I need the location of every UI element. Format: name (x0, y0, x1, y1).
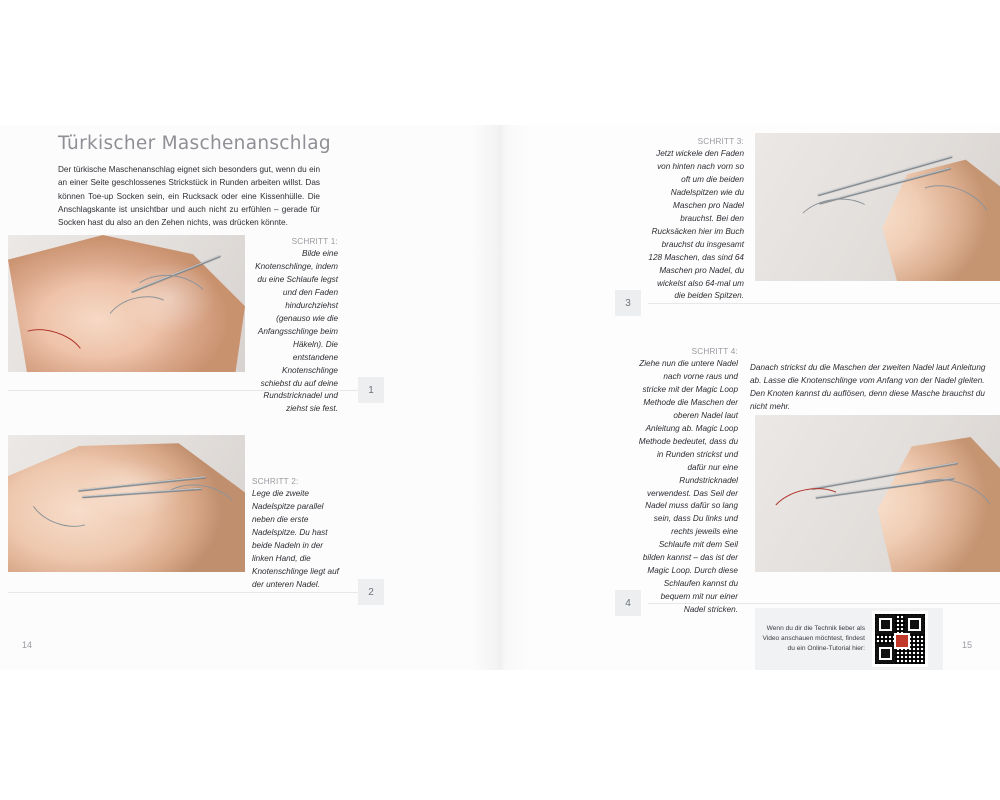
page-title: Türkischer Maschenanschlag (58, 133, 331, 154)
step-4-caption (638, 347, 738, 617)
video-tutorial-promo[interactable] (755, 608, 943, 670)
step-3-number: 3 (615, 290, 641, 316)
step-3-label: SCHRITT 3: (697, 137, 744, 146)
step-4-text: Ziehe nun die untere Nadel nach vorne raus und stricke mit der Magic Loop Methode die Maschen der oberen Nadel laut Anleitung ab. Magic Loop Methode bedeutet, dass du in Runden strickst und dafür nur eine Rundstricknadel verwendest. Das Seil der Nadel muss dafür so lang sein, dass Du links und rechts jeweils eine Schlaufe mit dem Seil bilden kannst – das ist der Magic Loop. Durch diese Schlaufen kannst du bequem mit nur einer Nadel stricken. (638, 359, 738, 615)
step-4-number: 4 (615, 590, 641, 616)
page-number-right: 15 (962, 640, 973, 650)
divider (648, 603, 1000, 604)
step-1-text: Bilde eine Knotenschlinge, indem du eine Schlaufe legst und den Faden hindurchziehst (genauso wie die Anfangsschlinge beim Häkeln). Die entstandene Knotenschlinge schiebst du auf deine Rundstricknadel und ziehst sie fest. (255, 249, 338, 414)
step-3-text: Jetzt wickele den Faden von hinten nach vorn so oft um die beiden Nadelspitzen wie du Maschen pro Nadel brauchst. Bei den Rucksäcken hier im Buch brauchst du insgesamt 128 Maschen, das sind 64 Maschen pro Nadel, du wickelst also 64-mal um die beiden Spitzen. (648, 149, 744, 301)
step-2-label: SCHRITT 2: (252, 477, 299, 486)
divider (8, 592, 360, 593)
page-number-left: 14 (22, 640, 33, 650)
qr-code-icon[interactable] (872, 611, 928, 667)
page-right (500, 125, 1000, 670)
divider (648, 303, 1000, 304)
step-3-caption (648, 137, 744, 303)
step-2-caption (252, 477, 342, 592)
step-1-number: 1 (358, 377, 384, 403)
book-spread (0, 125, 1000, 670)
step-4-label: SCHRITT 4: (691, 347, 738, 356)
step-4-secondary-caption (750, 362, 990, 414)
divider (8, 390, 360, 391)
step-4-photo (755, 415, 1000, 572)
intro-paragraph: Der türkische Maschenanschlag eignet sich besonders gut, wenn du ein an einer Seite geschlossenes Strickstück in Runden arbeiten willst. Das können Toe-up Socken sein, ein Rucksack oder eine Kissenhülle. Die Anschlagskante ist unsichtbar und auch nicht zu erfühlen – gerade für Socken hast du also an den Zehen nichts, was drücken könnte. (58, 165, 320, 228)
step-3-photo (755, 133, 1000, 281)
promo-text: Wenn du dir die Technik lieber als Video anschauen möchtest, findest du ein Online-Tutorial hier: (762, 625, 865, 652)
step-2-photo (8, 435, 245, 572)
step-2-text: Lege die zweite Nadelspitze parallel neben die erste Nadelspitze. Du hast beide Nadeln in der linken Hand, die Knotenschlinge liegt auf der unteren Nadel. (252, 489, 339, 589)
step-1-label: SCHRITT 1: (291, 237, 338, 246)
step-1-photo (8, 235, 245, 372)
step-2-number: 2 (358, 579, 384, 605)
page-left (0, 125, 500, 670)
step-4-secondary-text: Danach strickst du die Maschen der zweiten Nadel laut Anleitung ab. Lasse die Knotenschlinge vom Anfang von der Nadel gleiten. Den Knoten kannst du auflösen, denn diese Masche brauchst du nicht mehr. (750, 363, 986, 411)
